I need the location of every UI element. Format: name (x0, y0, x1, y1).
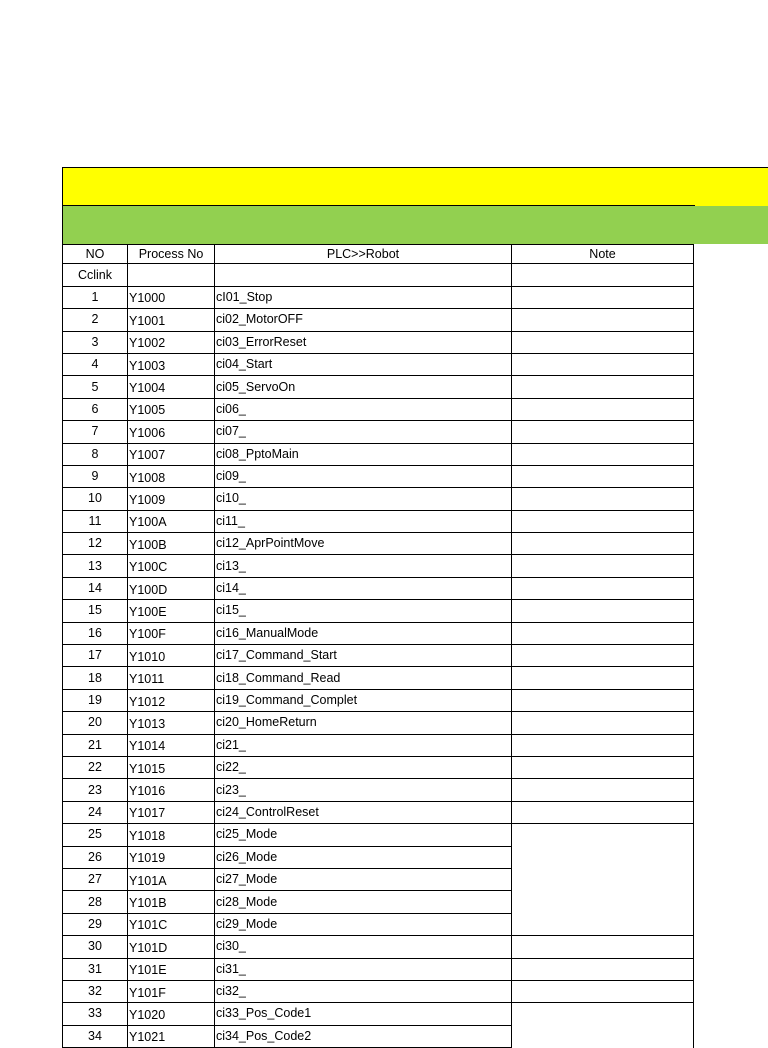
cell-plc-robot[interactable]: ci26_Mode (215, 846, 512, 868)
cell-note[interactable] (512, 353, 694, 375)
cell-process-no[interactable]: Y101A (128, 868, 215, 890)
cell-plc-robot[interactable]: cI01_Stop (215, 286, 512, 308)
cell-no[interactable]: 23 (63, 779, 128, 801)
cell-plc-robot[interactable]: ci11_ (215, 510, 512, 532)
table-row (63, 398, 694, 420)
cell-process-no[interactable]: Y1021 (128, 1025, 215, 1047)
cell-process-no[interactable]: Y100A (128, 510, 215, 532)
table-row (63, 779, 694, 801)
cell-note[interactable] (512, 622, 694, 644)
cell-plc-robot[interactable]: ci03_ErrorReset (215, 331, 512, 353)
cell-note[interactable] (512, 980, 694, 1002)
table-row (63, 712, 694, 734)
cell-no[interactable]: 30 (63, 936, 128, 958)
cell-plc-robot[interactable]: ci30_ (215, 936, 512, 958)
cell-plc-robot[interactable]: ci32_ (215, 980, 512, 1002)
cell-no[interactable]: 8 (63, 443, 128, 465)
cell-note[interactable] (512, 779, 694, 801)
cell-plc-robot[interactable]: ci29_Mode (215, 913, 512, 935)
table-row (63, 465, 694, 487)
cell-note[interactable] (512, 846, 694, 868)
cell-plc-robot[interactable]: ci08_PptoMain (215, 443, 512, 465)
cell-process-no[interactable]: Y1003 (128, 353, 215, 375)
cell-note[interactable] (512, 868, 694, 890)
cell-plc-robot[interactable]: ci31_ (215, 958, 512, 980)
cell-no[interactable]: 1 (63, 286, 128, 308)
cell-no[interactable]: 2 (63, 309, 128, 331)
cell-plc-robot[interactable]: ci12_AprPointMove (215, 533, 512, 555)
cell-plc-robot[interactable]: ci09_ (215, 465, 512, 487)
cell-no[interactable]: 9 (63, 465, 128, 487)
table-row (63, 734, 694, 756)
cell-no[interactable]: 34 (63, 1025, 128, 1047)
table-body (63, 286, 694, 1047)
table-row (63, 510, 694, 532)
cell-note[interactable] (512, 891, 694, 913)
cell-note[interactable] (512, 1025, 694, 1047)
cell-note[interactable] (512, 958, 694, 980)
cell-note[interactable] (512, 824, 694, 846)
table-row (63, 622, 694, 644)
cell-no[interactable]: 14 (63, 577, 128, 599)
cell-process-no[interactable]: Y1011 (128, 667, 215, 689)
cell-plc-robot[interactable]: ci16_ManualMode (215, 622, 512, 644)
cell-plc-robot[interactable]: ci19_Command_Complet (215, 689, 512, 711)
table-row (63, 958, 694, 980)
cell-plc-robot[interactable]: ci04_Start (215, 353, 512, 375)
cell-no[interactable]: 17 (63, 645, 128, 667)
cell-note[interactable] (512, 421, 694, 443)
cell-note[interactable] (512, 756, 694, 778)
table-row (63, 868, 694, 890)
cell-note[interactable] (512, 689, 694, 711)
cell-no[interactable]: 19 (63, 689, 128, 711)
cell-process-no[interactable]: Y101E (128, 958, 215, 980)
cell-no[interactable]: 7 (63, 421, 128, 443)
cell-no[interactable]: 4 (63, 353, 128, 375)
cell-note[interactable] (512, 645, 694, 667)
cell-process-no[interactable]: Y101F (128, 980, 215, 1002)
cell-no[interactable]: 16 (63, 622, 128, 644)
table-row (63, 353, 694, 375)
table-row (63, 846, 694, 868)
cell-no[interactable]: 5 (63, 376, 128, 398)
cell-plc-robot[interactable]: ci33_Pos_Code1 (215, 1003, 512, 1025)
cell-process-no[interactable]: Y1012 (128, 689, 215, 711)
table-row (63, 1003, 694, 1025)
cell-note[interactable] (512, 577, 694, 599)
cell-process-no[interactable]: Y1019 (128, 846, 215, 868)
cell-process-no[interactable]: Y1015 (128, 756, 215, 778)
cell-plc-robot[interactable]: ci17_Command_Start (215, 645, 512, 667)
column-header-note[interactable]: Note (512, 245, 694, 264)
cell-note[interactable] (512, 533, 694, 555)
cell-process-no[interactable]: Y1017 (128, 801, 215, 823)
subheader-row (63, 264, 694, 286)
cell-no[interactable]: 21 (63, 734, 128, 756)
cell-process-no[interactable]: Y101C (128, 913, 215, 935)
cell-process-no[interactable]: Y100E (128, 600, 215, 622)
table-row (63, 555, 694, 577)
cell-process-no[interactable]: Y1020 (128, 1003, 215, 1025)
cell-plc-robot[interactable]: ci18_Command_Read (215, 667, 512, 689)
cell-no[interactable]: 27 (63, 868, 128, 890)
cell-plc-robot[interactable]: ci24_ControlReset (215, 801, 512, 823)
cell-process-no[interactable]: Y1002 (128, 331, 215, 353)
cell-process-no[interactable]: Y1005 (128, 398, 215, 420)
cell-plc-robot[interactable]: ci25_Mode (215, 824, 512, 846)
cell-plc-robot[interactable]: ci02_MotorOFF (215, 309, 512, 331)
title-band (62, 167, 768, 206)
table-row (63, 980, 694, 1002)
cell-plc-robot[interactable]: ci07_ (215, 421, 512, 443)
table-row (63, 756, 694, 778)
table-row (63, 913, 694, 935)
table-row (63, 600, 694, 622)
cell-note[interactable] (512, 1003, 694, 1025)
column-header-process-no[interactable]: Process No (128, 245, 215, 264)
cell-process-no[interactable]: Y1013 (128, 712, 215, 734)
cell-note[interactable] (512, 600, 694, 622)
cell-process-no[interactable]: Y101D (128, 936, 215, 958)
cell-note[interactable] (512, 376, 694, 398)
cell-process-no[interactable]: Y1007 (128, 443, 215, 465)
cell-no[interactable]: 15 (63, 600, 128, 622)
cell-note[interactable] (512, 712, 694, 734)
cell-process-no[interactable]: Y1008 (128, 465, 215, 487)
cell-note[interactable] (512, 465, 694, 487)
cell-note[interactable] (512, 801, 694, 823)
cell-no[interactable]: 25 (63, 824, 128, 846)
cell-plc-robot[interactable]: ci15_ (215, 600, 512, 622)
cell-no[interactable]: 22 (63, 756, 128, 778)
cell-no[interactable]: 29 (63, 913, 128, 935)
cell-plc-robot[interactable]: ci05_ServoOn (215, 376, 512, 398)
table-row (63, 891, 694, 913)
signal-table (62, 244, 694, 1048)
column-header-no[interactable]: NO (63, 245, 128, 264)
cell-process-no[interactable]: Y1006 (128, 421, 215, 443)
cell-note[interactable] (512, 555, 694, 577)
table-row (63, 936, 694, 958)
cell-process-no[interactable]: Y100D (128, 577, 215, 599)
subheader-cell-plc-robot[interactable] (215, 264, 512, 286)
cell-plc-robot[interactable]: ci21_ (215, 734, 512, 756)
cell-note[interactable] (512, 734, 694, 756)
table-row (63, 488, 694, 510)
cell-plc-robot[interactable]: ci22_ (215, 756, 512, 778)
table-row (63, 309, 694, 331)
table-row (63, 1025, 694, 1047)
cell-note[interactable] (512, 286, 694, 308)
cell-process-no[interactable]: Y1004 (128, 376, 215, 398)
cell-process-no[interactable]: Y101B (128, 891, 215, 913)
table-row (63, 645, 694, 667)
cell-note[interactable] (512, 398, 694, 420)
table-row (63, 801, 694, 823)
cell-note[interactable] (512, 667, 694, 689)
table-row (63, 577, 694, 599)
cell-process-no[interactable]: Y100F (128, 622, 215, 644)
cell-plc-robot[interactable]: ci13_ (215, 555, 512, 577)
cell-no[interactable]: 11 (63, 510, 128, 532)
cell-no[interactable]: 26 (63, 846, 128, 868)
subheader-cell-note[interactable] (512, 264, 694, 286)
table-row (63, 443, 694, 465)
cell-no[interactable]: 31 (63, 958, 128, 980)
cell-no[interactable]: 18 (63, 667, 128, 689)
cell-no[interactable]: 12 (63, 533, 128, 555)
cell-no[interactable]: 33 (63, 1003, 128, 1025)
table-row (63, 331, 694, 353)
cell-plc-robot[interactable]: ci28_Mode (215, 891, 512, 913)
cell-process-no[interactable]: Y1009 (128, 488, 215, 510)
cell-no[interactable]: 24 (63, 801, 128, 823)
column-header-plc-robot[interactable]: PLC>>Robot (215, 245, 512, 264)
cell-no[interactable]: 6 (63, 398, 128, 420)
cell-plc-robot[interactable]: ci23_ (215, 779, 512, 801)
cell-process-no[interactable]: Y1001 (128, 309, 215, 331)
cell-process-no[interactable]: Y100B (128, 533, 215, 555)
cell-plc-robot[interactable]: ci10_ (215, 488, 512, 510)
table-row (63, 286, 694, 308)
table-row (63, 824, 694, 846)
cell-no[interactable]: 32 (63, 980, 128, 1002)
table-row (63, 533, 694, 555)
table-row (63, 667, 694, 689)
cell-process-no[interactable]: Y1018 (128, 824, 215, 846)
subheader-cell-process-no[interactable] (128, 264, 215, 286)
table-row (63, 689, 694, 711)
cell-process-no[interactable]: Y1010 (128, 645, 215, 667)
cell-note[interactable] (512, 309, 694, 331)
subheader-cell-no[interactable]: Cclink (63, 264, 128, 286)
cell-no[interactable]: 10 (63, 488, 128, 510)
cell-note[interactable] (512, 510, 694, 532)
cell-no[interactable]: 28 (63, 891, 128, 913)
cell-process-no[interactable]: Y100C (128, 555, 215, 577)
cell-plc-robot[interactable]: ci20_HomeReturn (215, 712, 512, 734)
cell-plc-robot[interactable]: ci27_Mode (215, 868, 512, 890)
cell-note[interactable] (512, 331, 694, 353)
cell-plc-robot[interactable]: ci34_Pos_Code2 (215, 1025, 512, 1047)
section-band (62, 206, 768, 244)
cell-note[interactable] (512, 488, 694, 510)
table-row (63, 376, 694, 398)
cell-note[interactable] (512, 443, 694, 465)
cell-no[interactable]: 20 (63, 712, 128, 734)
cell-no[interactable]: 3 (63, 331, 128, 353)
cell-process-no[interactable]: Y1000 (128, 286, 215, 308)
cell-process-no[interactable]: Y1014 (128, 734, 215, 756)
cell-plc-robot[interactable]: ci06_ (215, 398, 512, 420)
cell-note[interactable] (512, 936, 694, 958)
table-row (63, 421, 694, 443)
cell-plc-robot[interactable]: ci14_ (215, 577, 512, 599)
header-row (63, 245, 694, 264)
cell-no[interactable]: 13 (63, 555, 128, 577)
cell-note[interactable] (512, 913, 694, 935)
cell-process-no[interactable]: Y1016 (128, 779, 215, 801)
